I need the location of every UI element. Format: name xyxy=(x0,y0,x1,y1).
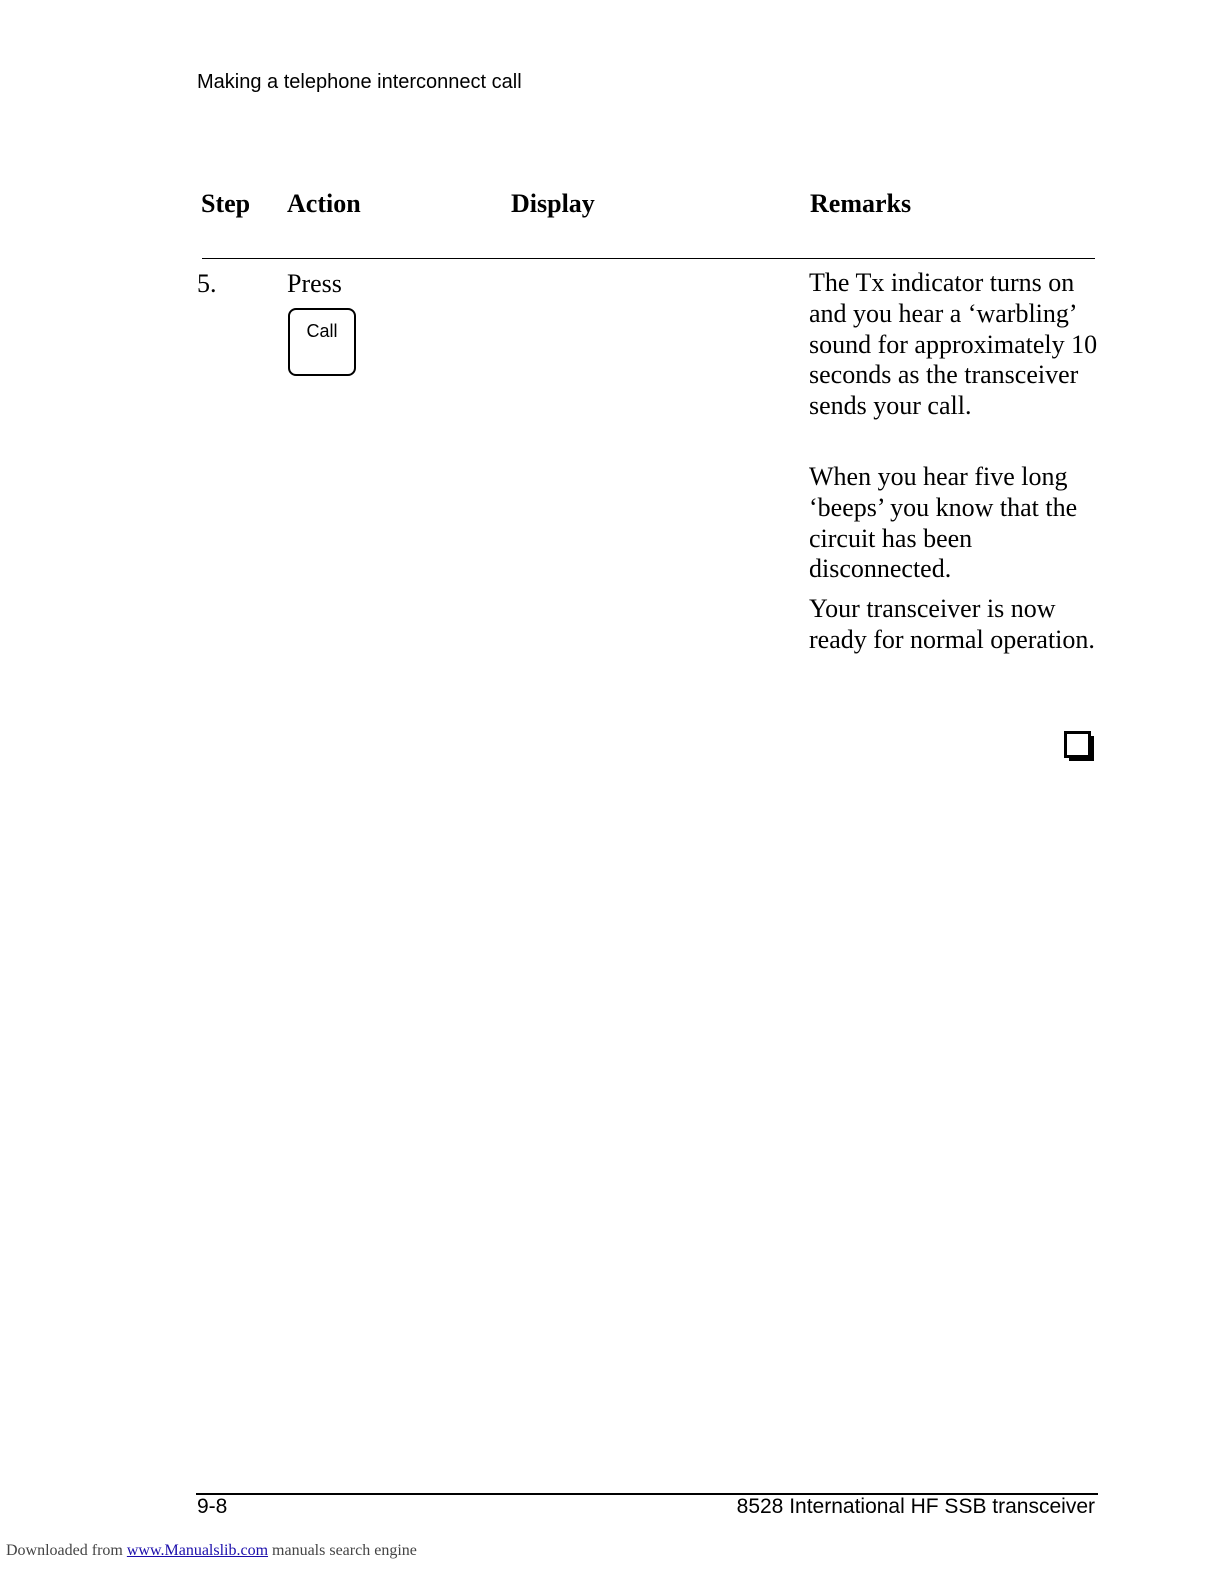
table-header-rule xyxy=(202,258,1095,259)
call-key-icon xyxy=(288,308,356,376)
column-header-step: Step xyxy=(201,189,251,218)
download-note xyxy=(6,1541,417,1561)
manualslib-link[interactable]: www.Manualslib.com xyxy=(126,1542,269,1559)
product-name: 8528 International HF SSB transceiver xyxy=(736,1495,1095,1518)
download-note-prefix: Downloaded from xyxy=(6,1542,127,1559)
download-note-suffix: manuals search engine xyxy=(268,1542,417,1559)
remark-paragraph: Your transceiver is now ready for normal operation. xyxy=(809,594,1095,654)
running-header: Making a telephone interconnect call xyxy=(197,71,522,93)
column-header-display: Display xyxy=(511,189,595,218)
step-number: 5. xyxy=(197,269,217,298)
column-header-action: Action xyxy=(287,189,361,218)
call-key-label: Call xyxy=(306,321,338,341)
end-of-procedure-box-icon xyxy=(1064,731,1094,761)
action-text: Press xyxy=(287,269,342,298)
remark-paragraph: The Tx indicator turns on and you hear a ‘warbling’ sound for approximately 10 seconds as the transceiver sends your call. xyxy=(809,268,1098,421)
column-header-remarks: Remarks xyxy=(810,189,912,218)
page-number: 9-8 xyxy=(197,1495,228,1518)
remark-paragraph: When you hear five long ‘beeps’ you know that the circuit has been disconnected. xyxy=(809,462,1078,584)
